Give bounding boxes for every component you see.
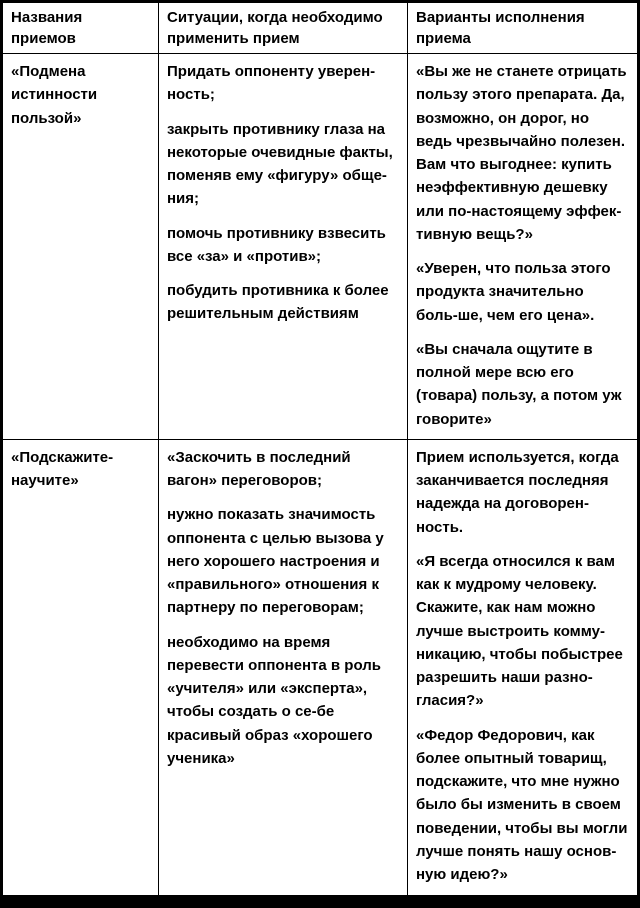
header-cell-names: Названия приемов: [3, 3, 159, 54]
variants-cell: [408, 54, 638, 440]
situations-cell: [159, 54, 408, 440]
situation-paragraph: закрыть противнику глаза на некоторые очевидные факты, поменяв ему «фигуру» обще-ния;: [167, 120, 393, 208]
variant-paragraph: Прием используется, когда заканчивается последняя надежда на договорен-ность.: [416, 448, 619, 536]
situation-paragraph: Придать оппоненту уверен-ность;: [167, 63, 376, 104]
header-cell-variants: Варианты исполнения приема: [408, 3, 638, 54]
page-cut-bar: [0, 895, 640, 908]
technique-name-cell: [3, 54, 159, 440]
variant-paragraph: «Федор Федорович, как более опытный товарищ, подскажите, что мне нужно было бы изменить в своем поведении, чтобы вы могли лучше понять нашу основ-ную идею?»: [416, 726, 628, 883]
technique-name: «Подскажите-научите»: [11, 448, 114, 489]
situation-paragraph: необходимо на время перевести оппонента в роль «учителя» или «эксперта», чтобы создать о се-бе красивый образ «хорошего ученика»: [167, 633, 382, 767]
variant-paragraph: «Я всегда относился к вам как к мудрому человеку. Скажите, как нам можно лучше выстроить комму-никацию, чтобы побыстрее разрешить наши разно-гласия?»: [416, 552, 623, 710]
table-row: [3, 439, 638, 908]
table-row: [3, 54, 638, 440]
variant-paragraph: «Вы сначала ощутите в полной мере всю его (товара) пользу, а потом уж говорите»: [416, 340, 622, 428]
techniques-table: [2, 2, 638, 908]
situation-paragraph: нужно показать значимость оппонента с целью вызова у него хорошего настроения и «правильного» отношения к партнеру по переговорам;: [167, 506, 384, 617]
technique-name: «Подмена истинности пользой»: [11, 63, 98, 127]
situations-cell: [159, 439, 408, 908]
situation-paragraph: побудить противника к более решительным действиям: [167, 282, 389, 323]
situation-paragraph: «Заскочить в последний вагон» переговоров;: [167, 448, 351, 489]
header-cell-situations: Ситуации, когда необходимо применить прием: [159, 3, 408, 54]
variant-paragraph: «Уверен, что польза этого продукта значительно боль-ше, чем его цена».: [416, 260, 611, 324]
variants-cell: [408, 439, 638, 908]
technique-name-cell: [3, 439, 159, 908]
variant-paragraph: «Вы же не станете отрицать пользу этого препарата. Да, возможно, он дорог, но ведь чрезвычайно полезен. Вам что выгоднее: купить неэффективную дешевку или по-настоящему эффек-тивную вещь?»: [416, 63, 627, 243]
situation-paragraph: помочь противнику взвесить все «за» и «против»;: [167, 224, 386, 265]
header-row: [3, 3, 638, 54]
